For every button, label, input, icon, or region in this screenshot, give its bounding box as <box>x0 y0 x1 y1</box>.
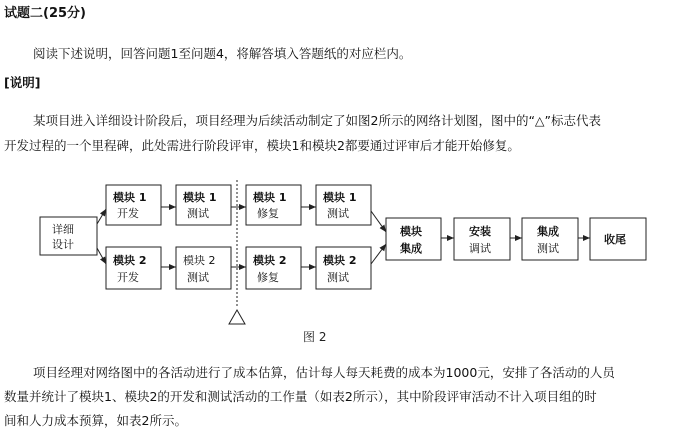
node-label: 收尾 <box>604 233 626 246</box>
node-module1-dev <box>106 185 161 225</box>
node-label: 模块 1 <box>183 191 217 204</box>
node-label: 模块 2 <box>253 254 287 267</box>
node-module2-dev <box>106 247 161 289</box>
node-label: 模块 1 <box>323 191 357 204</box>
node-label: 详细 <box>52 223 74 236</box>
node-label: 调试 <box>469 242 491 255</box>
cost-paragraph-line-3: 间和人力成本预算，如表2所示。 <box>4 413 187 428</box>
question-title: 试题二(25分) <box>4 6 86 21</box>
figure-caption: 图 2 <box>303 330 327 344</box>
node-label: 修复 <box>257 271 279 284</box>
node-module-integration <box>386 218 441 260</box>
node-label: 安装 <box>469 225 491 238</box>
node-label: 测试 <box>327 207 349 220</box>
network-diagram <box>0 168 684 353</box>
description-line-1: 某项目进入详细设计阶段后，项目经理为后续活动制定了如图2所示的网络计划图，图中的“△”标志代表 <box>33 113 602 128</box>
node-label: 模块 <box>400 225 422 238</box>
node-label: 模块 1 <box>253 191 287 204</box>
cost-paragraph-line-1: 项目经理对网络图中的各活动进行了成本估算，估计每人每天耗费的成本为1000元，安排了各活动的人员 <box>33 365 615 380</box>
milestone-triangle-icon <box>229 310 245 324</box>
cost-paragraph-line-2: 数量并统计了模块1、模块2的开发和测试活动的工作量（如表2所示），其中阶段评审活动不计入项目组的时 <box>4 389 597 404</box>
node-module2-test <box>176 247 231 289</box>
node-install-debug <box>454 218 510 260</box>
description-line-2: 开发过程的一个里程碑，此处需进行阶段评审，模块1和模块2都要通过评审后才能开始修复。 <box>4 138 520 153</box>
node-label: 修复 <box>257 207 279 220</box>
node-module1-retest <box>316 185 371 225</box>
node-label: 模块 2 <box>183 254 216 267</box>
node-label: 测试 <box>327 271 349 284</box>
node-detail-design <box>40 217 97 255</box>
node-label: 开发 <box>117 271 139 284</box>
node-label: 测试 <box>537 242 559 255</box>
node-label: 模块 2 <box>323 254 357 267</box>
node-module2-fix <box>246 247 301 289</box>
node-closeout <box>590 218 646 260</box>
node-label: 测试 <box>187 271 209 284</box>
section-label: [说明] <box>4 75 41 90</box>
node-label: 集成 <box>400 242 422 255</box>
node-label: 模块 2 <box>113 254 147 267</box>
node-label: 开发 <box>117 207 139 220</box>
node-integration-test <box>522 218 578 260</box>
node-label: 集成 <box>537 225 559 238</box>
intro-text: 阅读下述说明，回答问题1至问题4，将解答填入答题纸的对应栏内。 <box>33 46 412 61</box>
node-label: 测试 <box>187 207 209 220</box>
node-module1-fix <box>246 185 301 225</box>
node-label: 模块 1 <box>113 191 147 204</box>
node-module1-test <box>176 185 231 225</box>
node-label: 设计 <box>52 238 74 251</box>
node-module2-retest <box>316 247 371 289</box>
